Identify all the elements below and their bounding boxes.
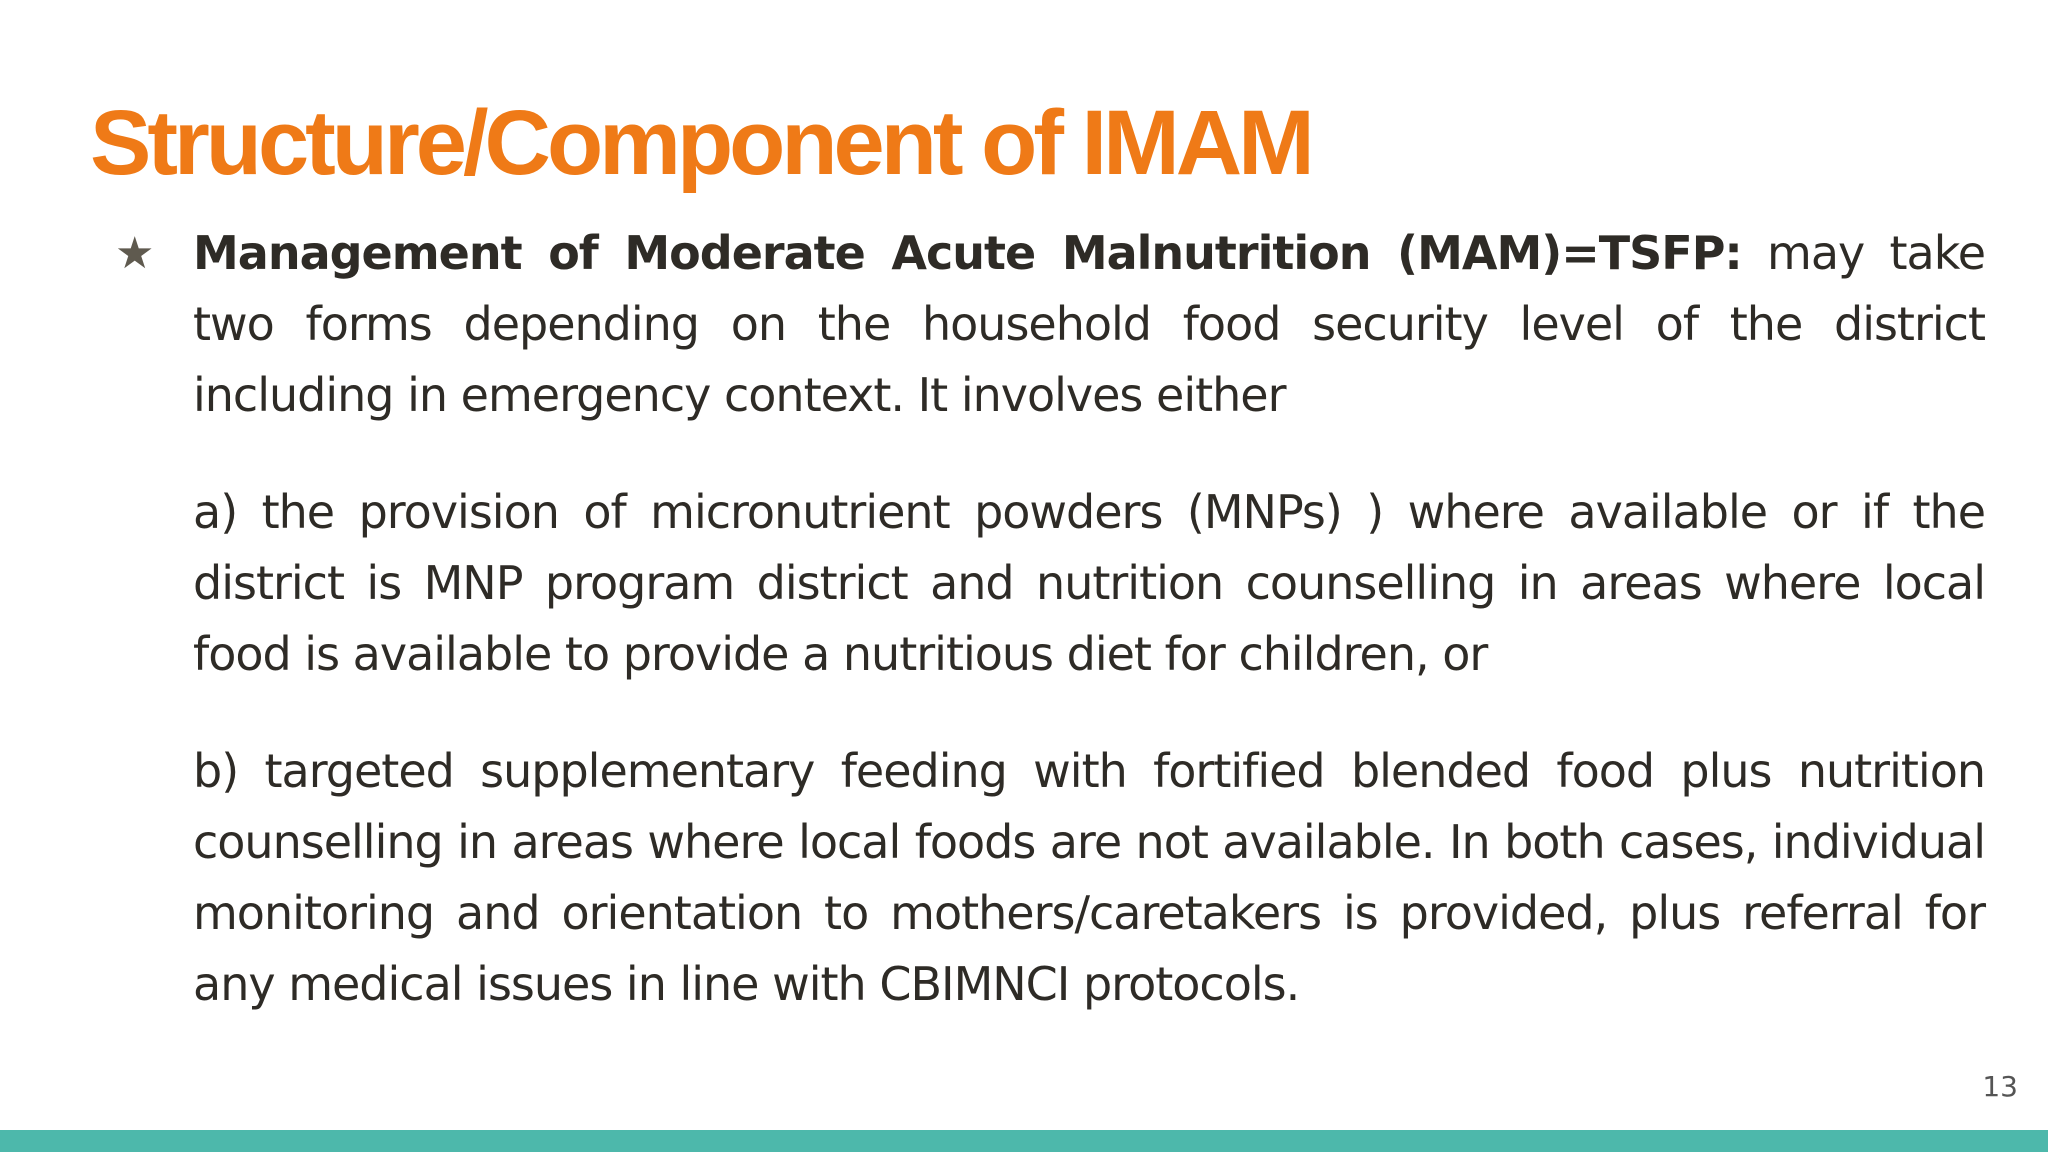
option-b-paragraph: b) targeted supplementary feeding with fortified blended food plus nutrition counselling in areas where local foods are not available. In both cases, individual monitoring and orientation to mothers/caretakers is provided, plus referral for any medical issues in line with CBIMNCI protocols.	[193, 744, 1985, 1011]
star-bullet-icon: ★	[115, 228, 154, 279]
slide-title: Structure/Component of IMAM	[90, 92, 1311, 194]
bottom-accent-bar	[0, 1130, 2048, 1152]
bullet-body-text: may take two forms depending on the household food security level of the district including in emergency context. It involves either	[193, 226, 1985, 422]
slide-body	[115, 218, 1985, 1020]
bullet-lead-text: Management of Moderate Acute Malnutrition (MAM)=TSFP:	[193, 226, 1742, 280]
bullet-paragraph	[115, 218, 1985, 431]
page-number: 13	[1982, 1070, 2018, 1103]
option-a-paragraph: a) the provision of micronutrient powders (MNPs) ) where available or if the district is MNP program district and nutrition counselling in areas where local food is available to provide a nutritious diet for children, or	[193, 485, 1985, 681]
